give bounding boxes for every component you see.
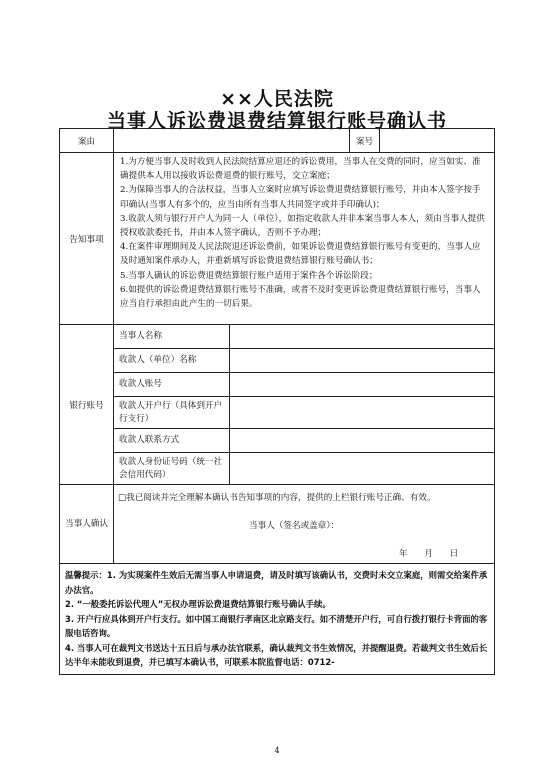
court-name: ××人民法院 bbox=[220, 88, 334, 110]
date-line: 年 月 日 bbox=[399, 549, 459, 559]
case-field[interactable] bbox=[114, 129, 350, 153]
notice-item-6: 6.如提供的诉讼费退费结算银行账号不准确，或者不及时变更诉讼费退费结算银行账号，当事人应当自行承担由此产生的一切后果。 bbox=[120, 284, 481, 310]
case-number-label: 案号 bbox=[350, 129, 380, 153]
payee-account-field[interactable] bbox=[230, 373, 495, 397]
tip-item-2: 2. “一般委托诉讼代理人”无权办理诉讼费退费结算银行账号确认手续。 bbox=[65, 599, 331, 609]
payee-name-label: 收款人（单位）名称 bbox=[114, 349, 230, 373]
confirm-checkbox[interactable]: □我已阅读并完全理解本确认书告知事项的内容，提供的上栏银行账号正确、有效。 bbox=[118, 493, 436, 503]
document-title: 当事人诉讼费退费结算银行账号确认书 bbox=[106, 110, 447, 132]
payee-id-field[interactable] bbox=[230, 453, 495, 485]
notice-item-3: 3.收款人须与银行开户人为同一人（单位），如指定收款人并非本案当事人本人，须由当事人提供授权收款委托书，并由本人签字确认，否则不予办理； bbox=[120, 213, 485, 239]
bank-row-party-name bbox=[60, 325, 495, 349]
case-row bbox=[60, 129, 495, 153]
bank-row-branch bbox=[60, 397, 495, 429]
payee-account-label: 收款人账号 bbox=[114, 373, 230, 397]
bank-row-account bbox=[60, 373, 495, 397]
tip-item-1: 温馨提示：1. 为实现案件生效后无需当事人申请退费，请及时填写该确认书，交费时未交立案庭，则需交给案件承办法官。 bbox=[65, 570, 488, 595]
bank-row-id bbox=[60, 453, 495, 485]
payee-bank-branch-field[interactable] bbox=[230, 397, 495, 429]
payee-bank-branch-label: 收款人开户行（具体到开户行支行） bbox=[114, 397, 230, 429]
payee-contact-label: 收款人联系方式 bbox=[114, 429, 230, 453]
party-name-label: 当事人名称 bbox=[114, 325, 230, 349]
confirm-row bbox=[60, 485, 495, 564]
notice-item-5: 5.当事人确认的诉讼费退费结算银行账户适用于案件各个诉讼阶段； bbox=[120, 270, 378, 281]
page-number: 4 bbox=[274, 746, 280, 755]
tips-content bbox=[60, 564, 495, 675]
case-label: 案由 bbox=[60, 129, 114, 153]
payee-id-label: 收款人身份证号码（统一社会信用代码） bbox=[114, 453, 230, 485]
bank-row-payee-name bbox=[60, 349, 495, 373]
case-number-field[interactable] bbox=[380, 129, 495, 153]
notice-row bbox=[60, 153, 495, 325]
notice-content bbox=[114, 153, 495, 325]
notice-label: 告知事项 bbox=[60, 153, 114, 325]
bank-label: 银行账号 bbox=[60, 325, 114, 485]
notice-item-1: 1.为方便当事人及时收到人民法院结算应退还的诉讼费用，当事人在交费的同时，应当如实、准确提供本人用以接收诉讼费退费的银行账号，交立案庭； bbox=[120, 157, 481, 182]
tip-item-3: 3. 开户行应具体到开户行支行。如中国工商银行孝南区北京路支行。如不清楚开户行，可自行拨打银行卡背面的客服电话咨询。 bbox=[65, 613, 488, 638]
signature-line[interactable]: 当事人（签名或盖章）： bbox=[249, 521, 340, 531]
party-name-field[interactable] bbox=[230, 325, 495, 349]
confirmation-form bbox=[59, 128, 495, 675]
payee-name-field[interactable] bbox=[230, 349, 495, 373]
confirm-label: 当事人确认 bbox=[60, 485, 114, 564]
payee-contact-field[interactable] bbox=[230, 429, 495, 453]
tip-item-4: 4. 当事人可在裁判文书送达十五日后与承办法官联系，确认裁判文书生效情况，并提醒退费。若裁判文书生效后长达半年未能收到退费，并已填写本确认书，可联系本院监督电话：0712- bbox=[65, 642, 488, 667]
confirm-content bbox=[114, 485, 495, 564]
notice-item-4: 4.在案件审理期间及人民法院退还诉讼费前，如果诉讼费退费结算银行账号有变更的，当事人应及时通知案件承办人，并重新填写诉讼费退费结算银行账号确认书； bbox=[120, 242, 481, 267]
notice-item-2: 2.为保障当事人的合法权益，当事人立案时应填写诉讼费退费结算银行账号，并由本人签字按手印确认(当事人有多个的，应当由所有当事人共同签字或并手印确认)； bbox=[120, 185, 481, 210]
bank-row-contact bbox=[60, 429, 495, 453]
tips-row bbox=[60, 564, 495, 675]
